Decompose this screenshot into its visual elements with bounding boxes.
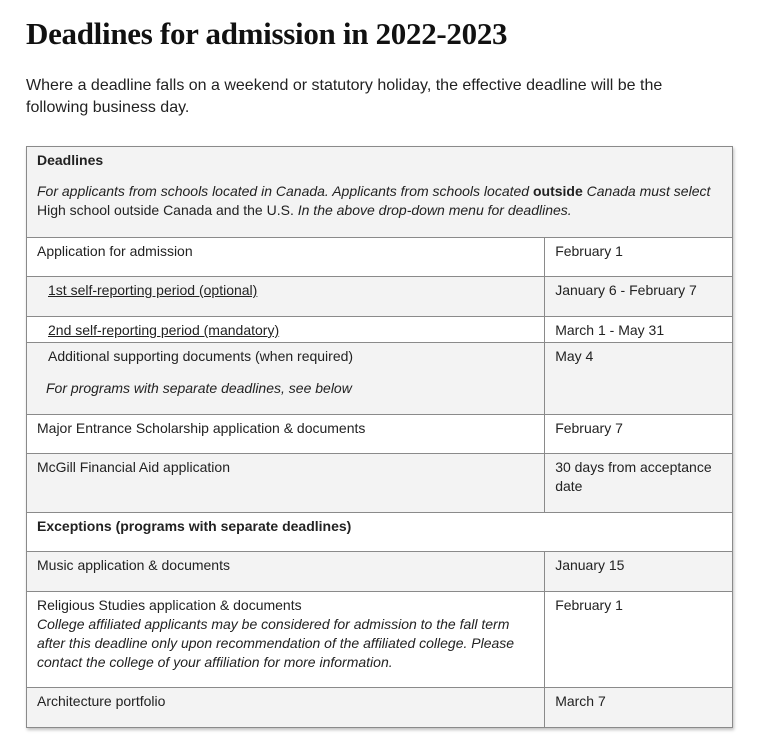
- table-row: [27, 277, 733, 317]
- row-label-cell: [27, 343, 545, 415]
- row-label-cell: [27, 592, 545, 688]
- intro-paragraph: Where a deadline falls on a weekend or statutory holiday, the effective deadline will be the following business day.: [26, 77, 663, 116]
- row-date-cell: February 7: [545, 415, 733, 454]
- table-row: [27, 343, 733, 415]
- row-date-cell: March 1 - May 31: [545, 317, 733, 343]
- note-part-c: High school outside Canada and the U.S.: [37, 202, 294, 218]
- row-note: For programs with separate deadlines, see below: [46, 380, 352, 396]
- row-label: Additional supporting documents (when required): [48, 348, 354, 364]
- table-header-note: [37, 182, 722, 236]
- row-date-cell: May 4: [545, 343, 733, 415]
- table-row: [27, 238, 733, 277]
- row-label: Religious Studies application & documents: [37, 597, 302, 613]
- row-note: College affiliated applicants may be considered for admission to the fall term after this deadline only upon recommendation of the affiliated college. Please contact the college of your affiliation for more information.: [37, 616, 515, 670]
- note-bold: outside: [532, 183, 583, 199]
- table-header-row: [27, 147, 733, 238]
- table-header-cell: [27, 147, 733, 238]
- row-label-cell: Architecture portfolio: [27, 688, 545, 728]
- row-date-cell: January 15: [545, 552, 733, 592]
- row-date-cell: March 7: [545, 688, 733, 728]
- row-date-cell: January 6 - February 7: [545, 277, 733, 317]
- table-row: [27, 415, 733, 454]
- row-label-cell: Major Entrance Scholarship application & documents: [27, 415, 545, 454]
- exceptions-header-row: [27, 513, 733, 552]
- note-part-d: In the above drop-down menu for deadlines.: [293, 202, 572, 218]
- row-date-cell: 30 days from acceptance date: [545, 454, 733, 513]
- row-label-cell: Music application & documents: [27, 552, 545, 592]
- table-header-title: Deadlines: [37, 152, 104, 168]
- row-label-cell: [27, 317, 545, 343]
- exceptions-title: Exceptions (programs with separate deadlines): [27, 513, 733, 552]
- first-self-reporting-link[interactable]: 1st self-reporting period (optional): [48, 282, 258, 298]
- note-part-b: Canada must select: [582, 183, 711, 199]
- row-label-cell: [27, 277, 545, 317]
- row-label-cell: Application for admission: [27, 238, 545, 277]
- row-label-cell: McGill Financial Aid application: [27, 454, 545, 513]
- table-row: [27, 688, 733, 728]
- page-title: Deadlines for admission in 2022-2023: [26, 16, 508, 51]
- note-part-a: For applicants from schools located in Canada. Applicants from schools located: [37, 183, 533, 199]
- row-date-cell: February 1: [545, 592, 733, 688]
- table-row: [27, 592, 733, 688]
- second-self-reporting-link[interactable]: 2nd self-reporting period (mandatory): [48, 322, 280, 338]
- table-row: [27, 317, 733, 343]
- deadlines-table: [26, 146, 733, 728]
- table-row: [27, 454, 733, 513]
- row-date-cell: February 1: [545, 238, 733, 277]
- table-row: [27, 552, 733, 592]
